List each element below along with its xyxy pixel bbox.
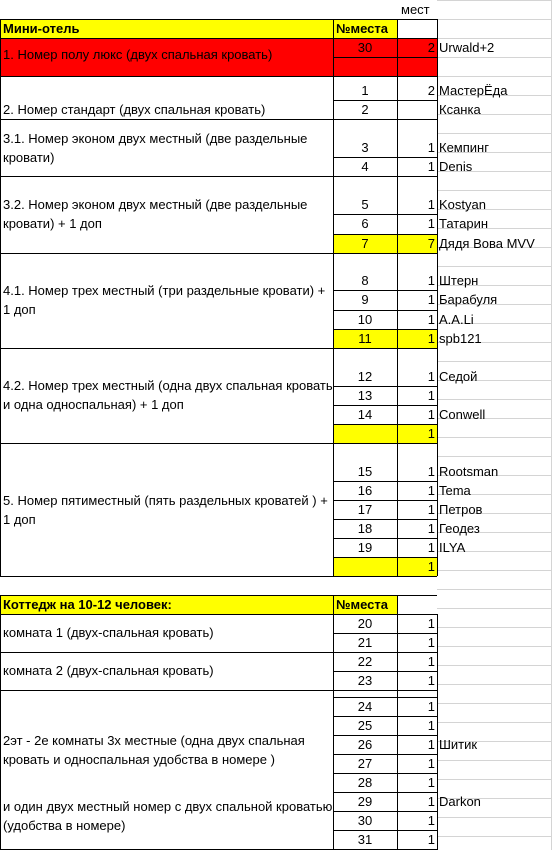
guest-name: Darkon: [439, 794, 481, 809]
guest-name: [437, 671, 552, 690]
row-border: [333, 481, 437, 482]
seat-count: 1: [427, 312, 435, 327]
room-number: 13: [357, 388, 373, 403]
guest-name: Kostyan: [439, 197, 486, 212]
row-border: [333, 386, 437, 387]
guest-name: [437, 773, 552, 792]
row-border: [437, 456, 552, 457]
room-number: 4: [361, 159, 369, 174]
seat-count: 7: [427, 236, 435, 251]
seat-count: 1: [427, 388, 435, 403]
seat-count: 1: [427, 794, 435, 809]
seat-count: 1: [427, 369, 435, 384]
room-number: 2: [361, 102, 369, 117]
seat-count: 1: [427, 197, 435, 212]
guest-name: Татарин: [439, 216, 489, 231]
row-border: [437, 190, 552, 191]
row-border: [0, 614, 437, 615]
row-border: [0, 576, 437, 577]
row-border: [333, 811, 437, 812]
row-border: [437, 133, 552, 134]
cottage-num-header: №места: [336, 597, 388, 612]
column-border: [397, 595, 398, 850]
hotel-num-header: №места: [336, 21, 388, 36]
row-border: [333, 290, 437, 291]
row-border: [333, 735, 437, 736]
row-border: [0, 38, 397, 39]
seat-count: 1: [427, 737, 435, 752]
guest-name: [437, 697, 552, 716]
row-border: [0, 119, 437, 120]
row-border: [0, 19, 437, 20]
seat-count: 1: [427, 654, 435, 669]
seat-count: 1: [427, 559, 435, 574]
row-border: [333, 830, 437, 831]
guest-name: [437, 633, 552, 652]
room-type-description: 1. Номер полу люкс (двух спальная кровать): [3, 47, 273, 62]
room-type-description: 4.1. Номер трех местный (три раздельные кровати) + 1 доп: [3, 283, 326, 317]
seat-count: 1: [427, 292, 435, 307]
room-number: 7: [361, 236, 369, 251]
guest-name: [437, 716, 552, 735]
seat-count: 1: [427, 140, 435, 155]
room-type-description: 4.2. Номер трех местный (одна двух спальная кровать и одна односпальная) + 1 доп: [3, 378, 333, 412]
row-border: [333, 538, 437, 539]
row-border: [0, 652, 437, 653]
guest-name: Штерн: [439, 273, 479, 288]
guest-name: Ксанка: [439, 102, 481, 117]
column-border: [333, 595, 334, 850]
seat-count: 1: [427, 502, 435, 517]
guest-name: [437, 652, 552, 671]
guest-name: [437, 830, 552, 849]
seats-column-label: мест: [401, 2, 430, 17]
guest-name: Denis: [439, 159, 473, 174]
room-number: 11: [358, 331, 372, 346]
row-border: [333, 234, 437, 235]
room-number: 31: [357, 832, 373, 847]
column-border: [437, 614, 438, 850]
seat-count: 2: [427, 40, 435, 55]
room-number: 25: [357, 718, 373, 733]
room-type-description: 2эт - 2е комнаты 3х местные (одна двух спальная кровать и односпальная удобства в номере ): [3, 733, 305, 767]
guest-name: [437, 557, 552, 576]
row-border: [333, 754, 437, 755]
guest-name: [437, 614, 552, 633]
room-number: 17: [357, 502, 373, 517]
seat-count: 1: [427, 775, 435, 790]
room-number: 14: [357, 407, 373, 422]
row-border: [333, 671, 437, 672]
room-number: 18: [357, 521, 373, 536]
guest-name: A.A.Li: [439, 312, 474, 327]
cottage-title: Коттедж на 10-12 человек:: [3, 597, 172, 612]
row-border: [0, 348, 437, 349]
row-border: [333, 214, 437, 215]
seat-count: 1: [427, 331, 435, 346]
seat-count: 1: [427, 407, 435, 422]
guest-name: [437, 386, 552, 405]
row-border: [333, 405, 437, 406]
room-type-description: комната 2 (двух-спальная кровать): [3, 663, 214, 678]
room-number: 15: [357, 464, 373, 479]
room-number: 21: [357, 635, 373, 650]
seat-count: 1: [427, 635, 435, 650]
guest-name: Tema: [439, 483, 471, 498]
seat-count: 1: [427, 756, 435, 771]
guest-name: Дядя Вова MVV: [439, 236, 535, 251]
seat-count: 1: [427, 673, 435, 688]
room-number: 19: [357, 540, 373, 555]
guest-name: Кемпинг: [439, 140, 489, 155]
guest-name: Барабуля: [439, 292, 498, 307]
row-border: [333, 500, 437, 501]
row-border: [437, 0, 552, 1]
seat-count: 1: [427, 216, 435, 231]
room-number: 23: [357, 673, 373, 688]
room-number: 30: [357, 813, 373, 828]
hotel-title: Мини-отель: [3, 21, 80, 36]
row-border: [0, 595, 437, 596]
room-type-description: 3.2. Номер эконом двух местный (две раздельные кровати) + 1 доп: [3, 197, 308, 231]
guest-name: МастерЁда: [439, 83, 508, 98]
guest-name: Rootsman: [439, 464, 499, 479]
guest-name: Петров: [439, 502, 483, 517]
guest-name: [437, 424, 552, 443]
room-number: 5: [361, 197, 369, 212]
row-border: [437, 589, 552, 590]
room-number: 1: [361, 83, 369, 98]
seat-count: 1: [427, 813, 435, 828]
seat-count: 1: [427, 616, 435, 631]
seat-count: 1: [427, 832, 435, 847]
room-number: [333, 557, 397, 576]
guest-name: Urwald+2: [439, 40, 495, 55]
seat-count: 1: [427, 540, 435, 555]
row-border: [437, 266, 552, 267]
row-border: [333, 157, 437, 158]
seat-count: 2: [427, 83, 435, 98]
column-border: [0, 19, 1, 576]
seat-count: 1: [427, 483, 435, 498]
room-number: 12: [357, 369, 373, 384]
row-border: [437, 76, 552, 77]
row-border: [0, 176, 437, 177]
room-number: 16: [357, 483, 373, 498]
room-number: 22: [357, 654, 373, 669]
row-border: [333, 633, 437, 634]
room-number: [333, 424, 397, 443]
room-number: 30: [357, 40, 373, 55]
room-number: 26: [357, 737, 373, 752]
seat-count: [397, 100, 437, 119]
row-border: [333, 519, 437, 520]
row-border: [333, 57, 437, 58]
guest-name: ILYA: [439, 540, 466, 555]
room-type-description: комната 1 (двух-спальная кровать): [3, 625, 214, 640]
room-type-description: и один двух местный номер с двух спальной кроватью (удобства в номере): [3, 799, 333, 833]
column-border: [437, 19, 438, 576]
row-border: [333, 329, 437, 330]
row-border: [333, 792, 437, 793]
row-border: [333, 310, 437, 311]
room-number: 6: [361, 216, 369, 231]
seat-count: 1: [427, 521, 435, 536]
seat-count: 1: [427, 159, 435, 174]
column-border: [0, 595, 1, 850]
guest-name: Conwell: [439, 407, 486, 422]
row-border: [333, 424, 437, 425]
room-number: 27: [357, 756, 373, 771]
row-border: [333, 716, 437, 717]
room-number: 28: [357, 775, 373, 790]
seat-count: 1: [427, 426, 435, 441]
row-border: [333, 697, 437, 698]
row-border: [333, 100, 437, 101]
seat-count: 1: [427, 718, 435, 733]
room-type-description: 3.1. Номер эконом двух местный (две раздельные кровати): [3, 131, 308, 165]
row-border: [437, 361, 552, 362]
seat-count: 1: [427, 464, 435, 479]
row-border: [437, 57, 552, 58]
column-border: [397, 19, 398, 576]
room-type-description: 2. Номер стандарт (двух спальная кровать): [3, 102, 266, 117]
row-border: [0, 690, 437, 691]
row-border: [0, 443, 437, 444]
room-number: 8: [361, 273, 369, 288]
room-number: 20: [357, 616, 373, 631]
guest-name: [437, 811, 552, 830]
room-number: 29: [357, 794, 373, 809]
row-border: [0, 253, 437, 254]
room-number: 24: [357, 699, 373, 714]
room-type-description: 5. Номер пятиместный (пять раздельных кроватей ) + 1 доп: [3, 493, 328, 527]
room-number: 10: [357, 312, 373, 327]
row-border: [333, 557, 437, 558]
row-border: [333, 773, 437, 774]
guest-name: [437, 754, 552, 773]
seat-count: 1: [427, 273, 435, 288]
row-border: [437, 19, 552, 20]
column-border: [333, 19, 334, 576]
row-border: [0, 76, 437, 77]
guest-name: Шитик: [439, 737, 478, 752]
room-number: 3: [361, 140, 369, 155]
row-border: [437, 608, 552, 609]
guest-name: Седой: [439, 369, 478, 384]
guest-name: spb121: [439, 331, 482, 346]
guest-name: Геодез: [439, 521, 480, 536]
seat-count: 1: [427, 699, 435, 714]
room-number: 9: [361, 292, 369, 307]
